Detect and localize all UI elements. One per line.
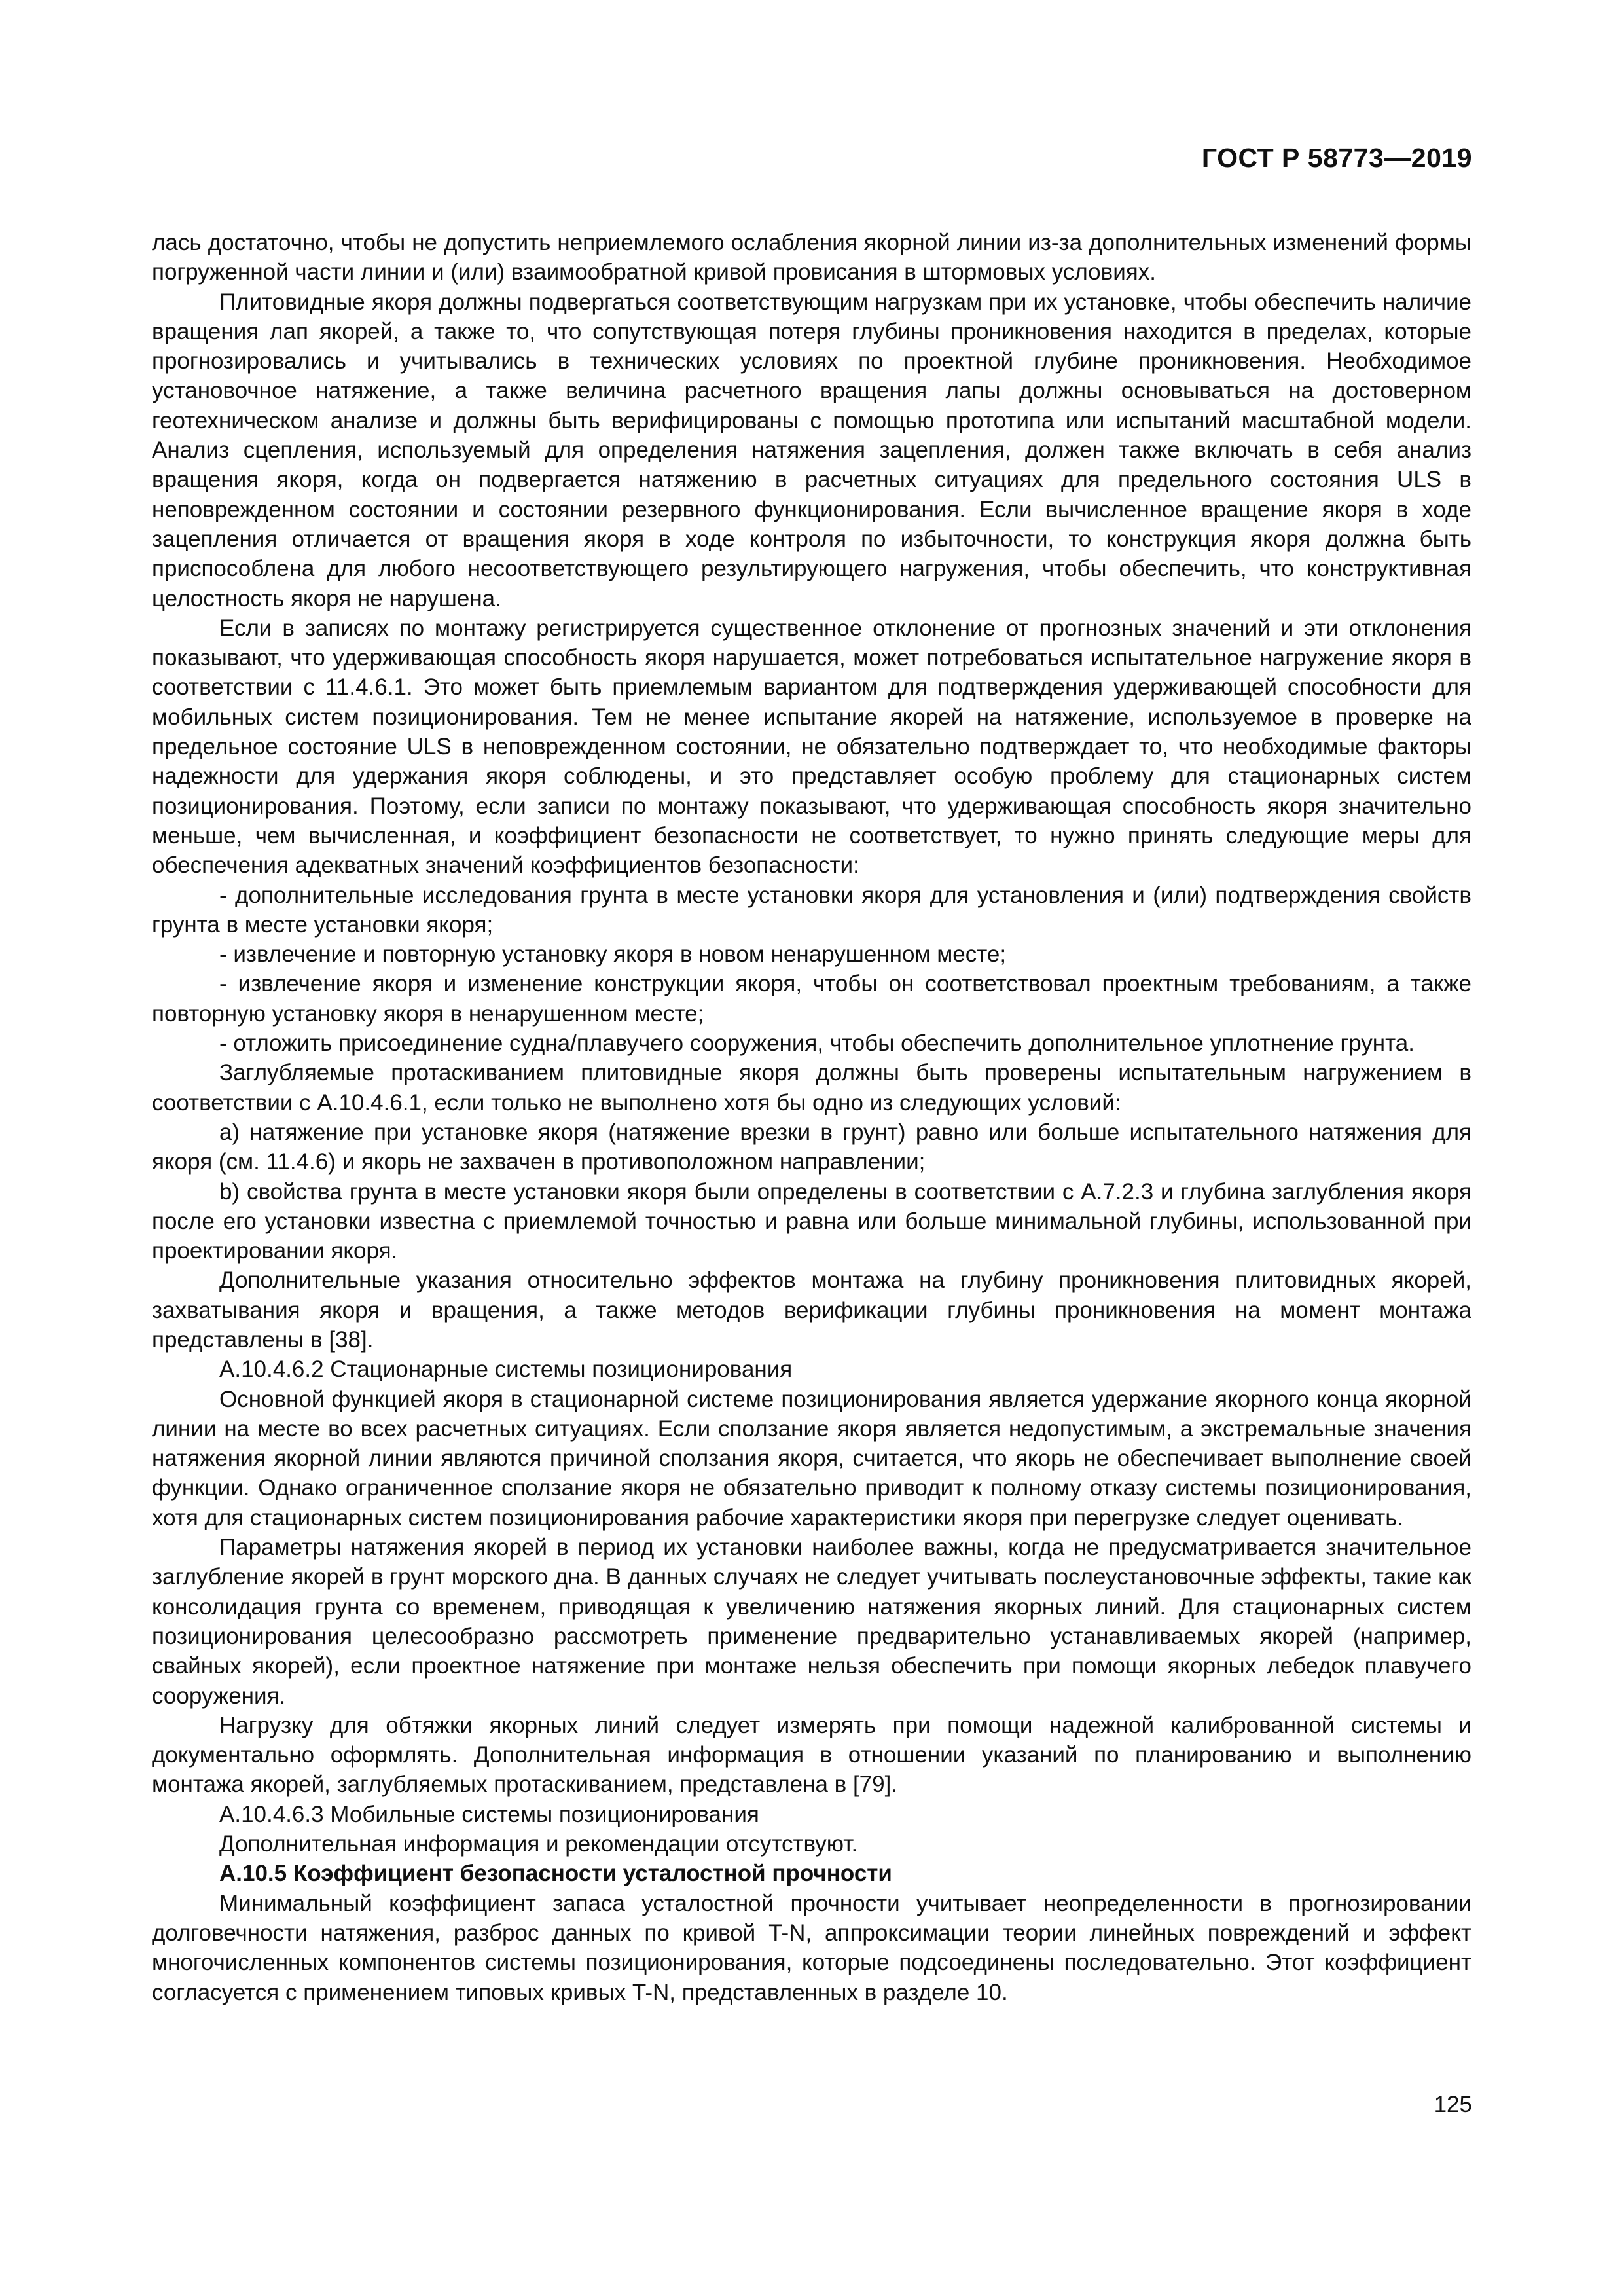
body-paragraph: Параметры натяжения якорей в период их установки наиболее важны, когда не предусматривается значительное заглубление якорей в грунт морского дна. В данных случаях не следует учитывать послеустановочные эффекты, такие как консолидация грунта со временем, приводящая к увеличению натяжения якорных линий. Для стационарных систем позиционирования целесообразно рассмотреть применение предварительно устанавливаемых якорей (например, свайных якорей), если проектное натяжение при монтаже нельзя обеспечить при помощи якорных лебедок плавучего сооружения. xyxy=(152,1535,1471,1709)
body-paragraph: Дополнительная информация и рекомендации отсутствуют. xyxy=(219,1831,858,1857)
body-paragraph: a) натяжение при установке якоря (натяжение врезки в грунт) равно или больше испытательного натяжения для якоря (см. 11.4.6) и якорь не захвачен в противоположном направлении; xyxy=(152,1119,1471,1175)
body-paragraph: b) свойства грунта в месте установки якоря были определены в соответствии с А.7.2.3 и глубина заглубления якоря после его установки известна с приемлемой точностью и равна или больше минимальной глубины, использованной при проектировании якоря. xyxy=(152,1178,1471,1264)
body-paragraph: - дополнительные исследования грунта в месте установки якоря для установления и (или) подтверждения свойств грунта в месте установки якоря; xyxy=(152,882,1471,938)
body-paragraph: Заглубляемые протаскиванием плитовидные якоря должны быть проверены испытательным нагружением в соответствии с А.10.4.6.1, если только не выполнено хотя бы одно из следующих условий: xyxy=(152,1060,1471,1116)
body-paragraph: Минимальный коэффициент запаса усталостной прочности учитывает неопределенности в прогнозировании долговечности натяжения, разброс данных по кривой T-N, аппроксимации теории линейных повреждений и эффект многочисленных компонентов системы позиционирования, которые подсоединены последовательно. Этот коэффициент согласуется с применением типовых кривых T-N, представленных в разделе 10. xyxy=(152,1890,1471,2005)
body-paragraph: - извлечение и повторную установку якоря в новом ненарушенном месте; xyxy=(219,941,1007,968)
body-paragraph: А.10.4.6.2 Стационарные системы позиционирования xyxy=(219,1357,793,1383)
document-code: ГОСТ Р 58773—2019 xyxy=(1201,143,1472,173)
page-number: 125 xyxy=(1434,2092,1472,2117)
document-body xyxy=(152,228,1471,2007)
body-paragraph: А.10.4.6.3 Мобильные системы позиционирования xyxy=(219,1801,759,1827)
body-paragraph: Нагрузку для обтяжки якорных линий следует измерять при помощи надежной калиброванной системы и документально оформлять. Дополнительная информация в отношении указаний по планированию и выполнению монтажа якорей, заглубляемых протаскиванием, представлена в [79]. xyxy=(152,1712,1471,1798)
body-paragraph: - отложить присоединение судна/плавучего сооружения, чтобы обеспечить дополнительное уплотнение грунта. xyxy=(219,1030,1415,1057)
body-paragraph: Дополнительные указания относительно эффектов монтажа на глубину проникновения плитовидных якорей, захватывания якоря и вращения, а также методов верификации глубины проникновения на момент монтажа представлены в [38]. xyxy=(152,1267,1471,1353)
body-paragraph: лась достаточно, чтобы не допустить неприемлемого ослабления якорной линии из-за дополнительных изменений формы погруженной части линии и (или) взаимообратной кривой провисания в штормовых условиях. xyxy=(152,230,1471,285)
body-paragraph: Плитовидные якоря должны подвергаться соответствующим нагрузкам при их установке, чтобы обеспечить наличие вращения лап якорей, а также то, что сопутствующая потеря глубины проникновения находится в пределах, которые прогнозировались и учитывались в технических условиях по проектной глубине проникновения. Необходимое установочное натяжение, а также величина расчетного вращения лапы должны основываться на достоверном геотехническом анализе и должны быть верифицированы с помощью прототипа или испытаний масштабной модели. Анализ сцепления, используемый для определения натяжения зацепления, должен также включать в себя анализ вращения якоря, когда он подвергается натяжению в расчетных ситуациях для предельного состояния ULS в неповрежденном состоянии и состоянии резервного функционирования. Если вычисленное вращение якоря в ходе зацепления отличается от вращения якоря в ходе контроля по избыточности, то конструкция якоря должна быть приспособлена для любого несоответствующего результирующего нагружения, чтобы обеспечить, что конструктивная целостность якоря не нарушена. xyxy=(152,289,1471,611)
body-paragraph: Основной функцией якоря в стационарной системе позиционирования является удержание якорного конца якорной линии на месте во всех расчетных ситуациях. Если сползание якоря является недопустимым, а экстремальные значения натяжения якорной линии являются причиной сползания якоря, считается, что якорь не обеспечивает выполнение своей функции. Однако ограниченное сползание якоря не обязательно приводит к полному отказу системы позиционирования, хотя для стационарных систем позиционирования рабочие характеристики якоря при перегрузке следует оценивать. xyxy=(152,1386,1471,1531)
section-heading: А.10.5 Коэффициент безопасности усталостной прочности xyxy=(219,1861,892,1887)
body-paragraph: - извлечение якоря и изменение конструкции якоря, чтобы он соответствовал проектным требованиям, а также повторную установку якоря в ненарушенном месте; xyxy=(152,971,1471,1027)
body-paragraph: Если в записях по монтажу регистрируется существенное отклонение от прогнозных значений и эти отклонения показывают, что удерживающая способность якоря нарушается, может потребоваться испытательное нагружение якоря в соответствии с 11.4.6.1. Это может быть приемлемым вариантом для подтверждения удерживающей способности для мобильных систем позиционирования. Тем не менее испытание якорей на натяжение, используемое в проверке на предельное состояние ULS в неповрежденном состоянии, не обязательно подтверждает то, что необходимые факторы надежности для удержания якоря соблюдены, и это представляет особую проблему для стационарных систем позиционирования. Поэтому, если записи по монтажу показывают, что удерживающая способность якоря значительно меньше, чем вычисленная, и коэффициент безопасности не соответствует, то нужно принять следующие меры для обеспечения адекватных значений коэффициентов безопасности: xyxy=(152,615,1471,879)
